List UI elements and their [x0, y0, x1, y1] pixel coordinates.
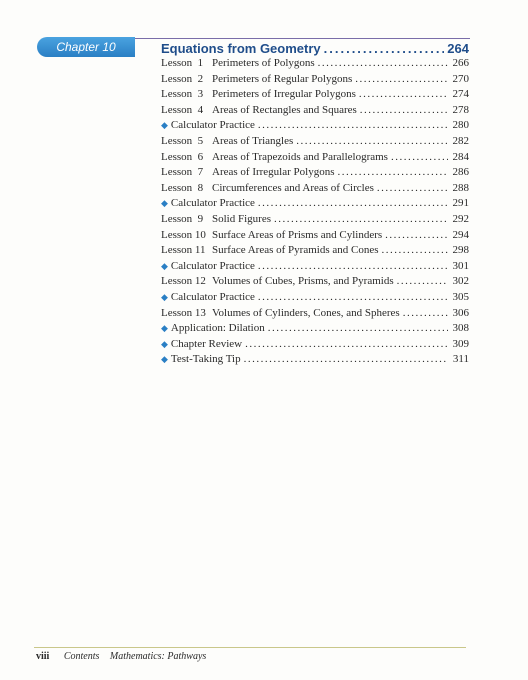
dot-leader [258, 291, 448, 303]
lesson-num: 10 [194, 228, 206, 241]
lesson-num: 8 [197, 181, 204, 194]
dot-leader [296, 135, 448, 147]
entry-page: 292 [452, 212, 469, 225]
toc-entry [161, 260, 469, 276]
chapter-tab [37, 37, 135, 57]
lesson-prefix: Lesson [161, 72, 193, 85]
toc-entry [161, 291, 469, 307]
footer-rule [34, 647, 466, 648]
dot-leader [403, 307, 448, 319]
lesson-prefix: Lesson [161, 306, 193, 319]
dot-leader [258, 119, 448, 131]
lesson-num: 6 [197, 150, 204, 163]
chapter-heading [161, 41, 469, 56]
entry-title: Perimeters of Regular Polygons [212, 72, 353, 85]
entry-page: 280 [452, 119, 469, 132]
dot-leader [355, 73, 448, 85]
entry-title: Calculator Practice [170, 197, 255, 210]
lesson-num: 11 [194, 244, 206, 257]
dot-leader [382, 244, 449, 256]
lesson-number [161, 73, 212, 85]
toc-entry [161, 73, 469, 89]
chapter-page: 264 [447, 41, 469, 56]
entry-title: Surface Areas of Pyramids and Cones [212, 244, 379, 257]
lesson-number [161, 88, 212, 100]
entry-page: 301 [452, 259, 469, 272]
dot-leader [338, 166, 449, 178]
chapter-rule [135, 38, 470, 39]
entry-title: Volumes of Cylinders, Cones, and Spheres [212, 306, 400, 319]
toc-entry [161, 229, 469, 245]
lesson-number [161, 307, 212, 319]
dot-leader [244, 353, 448, 365]
diamond-icon: ◆ [161, 198, 168, 209]
lesson-number [161, 104, 212, 116]
lesson-prefix: Lesson [161, 103, 193, 116]
lesson-number [161, 275, 212, 287]
entry-page: 309 [452, 337, 469, 350]
entry-page: 278 [452, 103, 469, 116]
dot-leader [318, 57, 448, 69]
footer-page-number: viii [36, 651, 50, 662]
dot-leader [360, 104, 448, 116]
entry-title: Application: Dilation [170, 322, 265, 335]
lesson-prefix: Lesson [161, 181, 193, 194]
chapter-label: Chapter 10 [56, 40, 116, 54]
entry-title: Chapter Review [170, 337, 243, 350]
toc-entry [161, 244, 469, 260]
dot-leader [258, 197, 448, 209]
toc-entry [161, 151, 469, 167]
toc-entry [161, 182, 469, 198]
entry-page: 284 [452, 150, 469, 163]
lesson-number [161, 229, 212, 241]
dot-leader [258, 260, 448, 272]
entry-title: Areas of Trapezoids and Parallelograms [212, 150, 388, 163]
entry-title: Calculator Practice [170, 290, 255, 303]
entry-page: 302 [452, 275, 469, 288]
entry-title: Solid Figures [212, 212, 271, 225]
lesson-number [161, 213, 212, 225]
entry-title: Calculator Practice [170, 119, 255, 132]
dot-leader [324, 41, 445, 56]
dot-leader [391, 151, 448, 163]
toc-entry [161, 57, 469, 73]
lesson-prefix: Lesson [161, 88, 193, 101]
entry-title: Perimeters of Irregular Polygons [212, 88, 356, 101]
entry-title: Surface Areas of Prisms and Cylinders [212, 228, 383, 241]
lesson-prefix: Lesson [161, 244, 193, 257]
toc-entry [161, 104, 469, 120]
diamond-icon: ◆ [161, 291, 168, 302]
entry-page: 282 [452, 134, 469, 147]
toc-entry [161, 275, 469, 291]
diamond-icon: ◆ [161, 260, 168, 271]
lesson-prefix: Lesson [161, 134, 193, 147]
diamond-icon: ◆ [161, 354, 168, 365]
toc-list [161, 57, 469, 369]
footer-book-title: Mathematics: Pathways [109, 651, 207, 662]
lesson-number [161, 244, 212, 256]
entry-title: Areas of Rectangles and Squares [212, 103, 357, 116]
entry-page: 305 [452, 290, 469, 303]
dot-leader [245, 338, 448, 350]
toc-entry [161, 338, 469, 354]
lesson-number [161, 151, 212, 163]
entry-page: 298 [452, 244, 469, 257]
lesson-number [161, 135, 212, 147]
lesson-prefix: Lesson [161, 228, 193, 241]
dot-leader [274, 213, 448, 225]
entry-title: Volumes of Cubes, Prisms, and Pyramids [212, 275, 394, 288]
entry-title: Areas of Irregular Polygons [212, 166, 335, 179]
entry-page: 288 [452, 181, 469, 194]
toc-entry [161, 166, 469, 182]
entry-page: 270 [452, 72, 469, 85]
lesson-num: 7 [197, 166, 204, 179]
toc-entry [161, 88, 469, 104]
diamond-icon: ◆ [161, 120, 168, 131]
lesson-prefix: Lesson [161, 275, 193, 288]
entry-page: 291 [452, 197, 469, 210]
toc-entry [161, 353, 469, 369]
entry-title: Circumferences and Areas of Circles [212, 181, 374, 194]
page-footer [36, 651, 214, 662]
lesson-num: 4 [197, 103, 204, 116]
diamond-icon: ◆ [161, 323, 168, 334]
dot-leader [268, 322, 448, 334]
entry-page: 294 [452, 228, 469, 241]
lesson-prefix: Lesson [161, 150, 193, 163]
lesson-num: 13 [194, 306, 206, 319]
entry-title: Calculator Practice [170, 259, 255, 272]
lesson-num: 9 [197, 212, 204, 225]
lesson-num: 2 [197, 72, 204, 85]
lesson-number [161, 166, 212, 178]
lesson-num: 5 [197, 134, 204, 147]
footer-section: Contents [63, 651, 100, 662]
toc-entry [161, 197, 469, 213]
toc-entry [161, 135, 469, 151]
diamond-icon: ◆ [161, 338, 168, 349]
entry-page: 306 [452, 306, 469, 319]
lesson-num: 12 [194, 275, 206, 288]
entry-page: 308 [452, 322, 469, 335]
entry-page: 286 [452, 166, 469, 179]
entry-page: 274 [452, 88, 469, 101]
lesson-number [161, 182, 212, 194]
lesson-num: 1 [197, 57, 204, 69]
lesson-prefix: Lesson [161, 57, 193, 69]
dot-leader [359, 88, 448, 100]
entry-title: Perimeters of Polygons [212, 57, 315, 69]
entry-page: 311 [452, 353, 469, 366]
entry-title: Test-Taking Tip [170, 353, 241, 366]
toc-entry [161, 322, 469, 338]
toc-entry [161, 213, 469, 229]
entry-page: 266 [452, 57, 469, 69]
lesson-prefix: Lesson [161, 166, 193, 179]
lesson-prefix: Lesson [161, 212, 193, 225]
dot-leader [385, 229, 448, 241]
toc-entry [161, 307, 469, 323]
chapter-title: Equations from Geometry [161, 41, 321, 56]
lesson-num: 3 [197, 88, 204, 101]
dot-leader [397, 275, 448, 287]
dot-leader [377, 182, 448, 194]
lesson-number [161, 57, 212, 69]
entry-title: Areas of Triangles [212, 134, 294, 147]
toc-entry [161, 119, 469, 135]
